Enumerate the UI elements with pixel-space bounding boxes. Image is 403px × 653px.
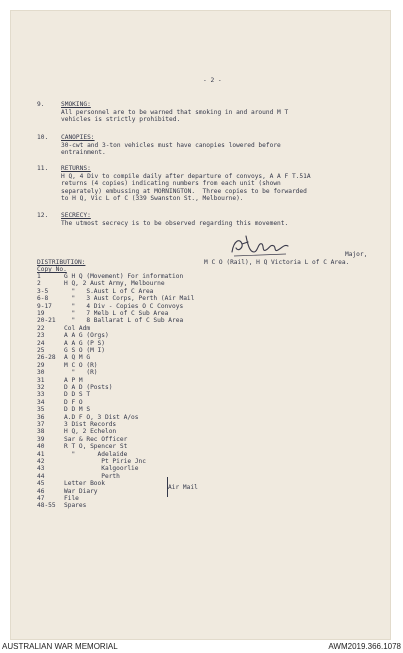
- distribution-copy-number: 19: [37, 310, 45, 317]
- air-mail-note: Air Mail: [168, 484, 198, 491]
- section-11-line-3: separately) embussing at MORNINGTON. Three copies to be forwarded: [61, 187, 307, 195]
- distribution-copy-number: 39: [37, 435, 45, 443]
- distribution-recipient: War Diary: [64, 487, 98, 495]
- distribution-recipient: Pt Pirie Jnc: [64, 458, 146, 465]
- distribution-copy-number: 23: [37, 332, 45, 340]
- distribution-recipient: " 8 Ballarat L of C Sub Area: [64, 317, 184, 325]
- distribution-copy-number: 47: [37, 495, 45, 502]
- section-11-number: 11.: [37, 165, 49, 172]
- signature-rank: Major,: [345, 251, 368, 258]
- distribution-copy-number: 26-28: [37, 354, 56, 362]
- distribution-copy-number: 3-5: [37, 287, 49, 295]
- distribution-recipient: A Q M G: [64, 354, 91, 362]
- section-12-number: 12.: [37, 212, 49, 219]
- distribution-recipient: R T O, Spencer St: [64, 443, 128, 451]
- distribution-recipient: " 7 Melb L of C Sub Area: [64, 310, 169, 317]
- signature-appointment: M C O (Rail), H Q Victoria L of C Area.: [204, 259, 350, 266]
- distribution-copy-number: 48-55: [37, 502, 56, 510]
- distribution-copy-number: 1: [37, 273, 41, 280]
- footer-bar: [0, 641, 403, 653]
- section-10-line-2: entrainment.: [61, 149, 106, 156]
- distribution-recipient: D F O: [64, 398, 83, 406]
- distribution-recipient: " 3 Aust Corps, Perth (Air Mail: [64, 295, 195, 303]
- distribution-recipient: A A G (Orgs): [64, 332, 109, 340]
- distribution-copy-number: 42: [37, 458, 45, 465]
- distribution-copy-number: 25: [37, 347, 45, 354]
- distribution-recipient: A A G (P S): [64, 339, 105, 347]
- section-9-heading: SMOKING:: [61, 101, 91, 108]
- distribution-copy-number: 30: [37, 369, 45, 377]
- section-12-line-1: The utmost secrecy is to be observed regarding this movement.: [61, 219, 289, 227]
- distribution-copy-number: 9-17: [37, 302, 52, 310]
- section-11-heading: RETURNS:: [61, 165, 91, 172]
- distribution-copy-number: 44: [37, 472, 45, 480]
- page-number: - 2 -: [203, 77, 222, 84]
- handwritten-signature: [228, 232, 290, 260]
- distribution-recipient: D A D (Posts): [64, 384, 113, 391]
- distribution-recipient: Sar & Rec Officer: [64, 435, 128, 443]
- distribution-recipient: Kalgoorlie: [64, 465, 139, 473]
- distribution-recipient: H Q, 2 Echelon: [64, 428, 117, 436]
- distribution-recipient: M C O (R): [64, 361, 98, 369]
- distribution-copy-number: 38: [37, 428, 45, 436]
- distribution-column-header: Copy No.: [37, 266, 67, 273]
- distribution-recipient: D D M S: [64, 406, 91, 414]
- distribution-recipient: Letter Book: [64, 480, 105, 488]
- distribution-recipient: " S.Aust L of C Area: [64, 287, 154, 295]
- distribution-copy-number: 45: [37, 480, 45, 488]
- distribution-recipient: Col Adm: [64, 324, 91, 332]
- distribution-recipient: H Q, 2 Aust Army, Melbourne: [64, 280, 165, 288]
- section-11-line-4: to H Q, Vic L of C (339 Swanston St., Melbourne).: [61, 195, 244, 202]
- distribution-copy-number: 20-21: [37, 317, 56, 325]
- distribution-copy-number: 32: [37, 384, 45, 391]
- section-9-line-2: vehicles is strictly prohibited.: [61, 116, 181, 123]
- section-10-heading: CANOPIES:: [61, 134, 95, 141]
- distribution-copy-number: 33: [37, 391, 45, 399]
- distribution-copy-number: 43: [37, 465, 45, 473]
- distribution-copy-number: 37: [37, 421, 45, 428]
- distribution-copy-number: 34: [37, 398, 45, 406]
- section-10-line-1: 30-cwt and 3-ton vehicles must have canopies lowered before: [61, 141, 281, 149]
- distribution-recipient: " 4 Div - Copies O C Convoys: [64, 302, 184, 310]
- distribution-copy-number: 24: [37, 339, 45, 347]
- distribution-recipient: Spares: [64, 502, 87, 510]
- distribution-recipient: A.D F O, 3 Dist A/os: [64, 413, 139, 421]
- distribution-copy-number: 46: [37, 487, 45, 495]
- distribution-recipient: File: [64, 495, 79, 502]
- section-12-heading: SECRECY:: [61, 212, 91, 219]
- distribution-recipient: " Adelaide: [64, 450, 128, 458]
- distribution-copy-number: 22: [37, 324, 45, 332]
- distribution-recipient: " (R): [64, 369, 98, 377]
- distribution-copy-number: 36: [37, 413, 45, 421]
- distribution-copy-number: 31: [37, 376, 45, 384]
- section-9-number: 9.: [37, 101, 45, 108]
- distribution-copy-number: 2: [37, 280, 41, 288]
- distribution-copy-number: 29: [37, 361, 45, 369]
- distribution-recipient: D D S T: [64, 391, 91, 399]
- section-11-line-1: H Q, 4 Div to compile daily after departure of convoys, A A F T.51A: [61, 172, 311, 180]
- distribution-recipient: G H Q (Movement) For information: [64, 273, 184, 280]
- distribution-copy-number: 40: [37, 443, 45, 451]
- distribution-copy-number: 35: [37, 406, 45, 414]
- distribution-copy-number: 6-8: [37, 295, 49, 303]
- distribution-recipient: A P M: [64, 376, 83, 384]
- footer-accession-number: AWM2019.366.1078: [328, 642, 401, 651]
- distribution-recipient: Perth: [64, 472, 120, 480]
- section-9-line-1: All personnel are to be warned that smoking in and around M T: [61, 108, 289, 116]
- distribution-recipient: 3 Dist Records: [64, 421, 117, 428]
- section-10-number: 10.: [37, 134, 49, 141]
- footer-institution: AUSTRALIAN WAR MEMORIAL: [2, 642, 118, 651]
- distribution-recipient: G S O (M I): [64, 347, 105, 354]
- section-11-line-2: returns (4 copies) indicating numbers from each unit (shown: [61, 180, 281, 187]
- distribution-heading: DISTRIBUTION:: [37, 259, 86, 266]
- distribution-copy-number: 41: [37, 450, 45, 458]
